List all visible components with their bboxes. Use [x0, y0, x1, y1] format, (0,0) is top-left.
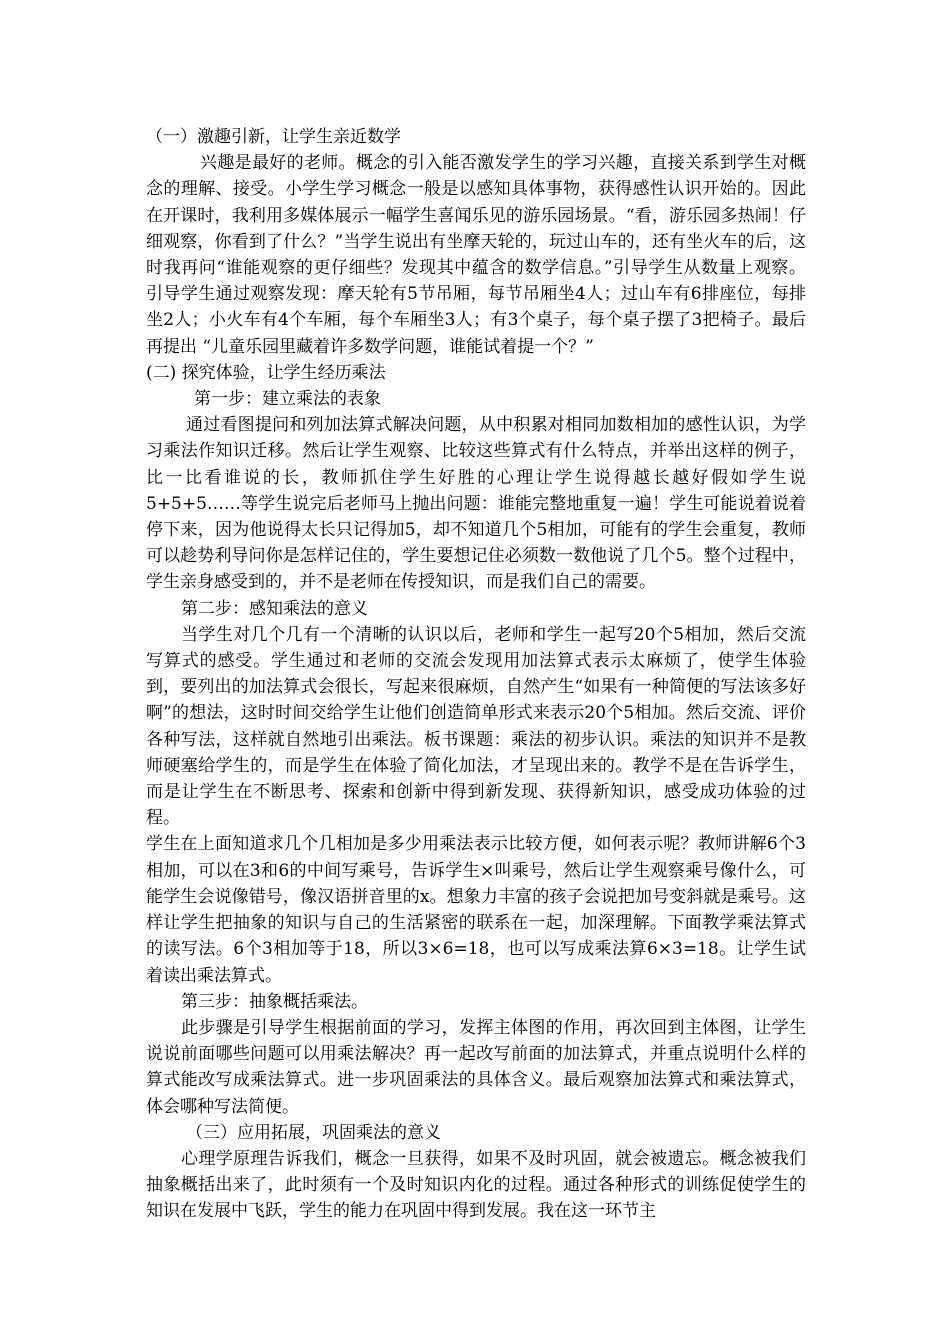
step3-paragraph: 此步骤是引导学生根据前面的学习，发挥主体图的作用，再次回到主体图，让学生说说前面哪些问题可以用乘法解决？再一起改写前面的加法算式，并重点说明什么样的算式能改写成乘法算式。进一步巩固乘法的具体含义。最后观察加法算式和乘法算式，体会哪种写法简便。: [146, 1017, 806, 1117]
section3-heading: （三）应用拓展，巩固乘法的意义: [186, 1122, 441, 1143]
section1-paragraph: 兴趣是最好的老师。概念的引入能否激发学生的学习兴趣，直接关系到学生对概念的理解、接受。小学生学习概念一般是以感知具体事物，获得感性认识开始的。因此在开课时，我利用多媒体展示一幅学生喜闻乐见的游乐园场景。“看，游乐园多热闹！仔细观察，你看到了什么？”当学生说出有坐摩天轮的，玩过山车的，还有坐火车的后，这时我再问“谁能观察的更仔细些？发现其中蕴含的数学信息。”引导学生从数量上观察。 引导学生通过观察发现：摩天轮有5节吊厢，每节吊厢坐4人；过山车有6排座位，每排坐2人；小火车有4个车厢，每个车厢坐3人；有3个桌子，每个桌子摆了3把椅子。最后再提出 “儿童乐园里藏着许多数学问题，谁能试着提一个？”: [146, 153, 806, 357]
section3-paragraph: 心理学原理告诉我们，概念一旦获得，如果不及时巩固，就会被遗忘。概念被我们抽象概括出来了，此时须有一个及时知识内化的过程。通过各种形式的训练促使学生的知识在发展中飞跃，学生的能力在巩固中得到发展。我在这一环节主: [146, 1148, 806, 1222]
step3-heading: 第三步：抽象概括乘法。: [181, 991, 368, 1012]
section1-heading: （一）激趣引新，让学生亲近数学: [146, 127, 401, 147]
step2-paragraph: 当学生对几个几有一个清晰的认识以后，老师和学生一起写20个5相加，然后交流写算式的感受。学生通过和老师的交流会发现用加法算式表示太麻烦了，使学生体验到，要列出的加法算式会很长，写起来很麻烦，自然产生“如果有一种简便的写法该多好啊”的想法，这时时间交给学生让他们创造简单形式来表示20个5相加。然后交流、评价各种写法，这样就自然地引出乘法。板书课题：乘法的初步认识。乘法的知识并不是教师硬塞给学生的，而是学生在体验了简化加法，才呈现出来的。教学不是在告诉学生，而是让学生在不断思考、探索和创新中得到新发现、获得新知识，感受成功体验的过程。: [146, 624, 806, 829]
section2-heading: (二) 探究体验，让学生经历乘法: [146, 362, 386, 383]
step1-paragraph: 通过看图提问和列加法算式解决问题，从中积累对相同加数相加的感性认识，为学习乘法作知识迁移。然后让学生观察、比较这些算式有什么特点，并举出这样的例子，比一比看谁说的长，教师抓住学生好胜的心理让学生说得越长越好假如学生说5+5+5……等学生说完后老师马上抛出问题：谁能完整地重复一遍！学生可能说着说着停下来，因为他说得太长只记得加5，却不知道几个5相加，可能有的学生会重复，教师可以趁势利导问你是怎样记住的，学生要想记住必须数一数他说了几个5。整个过程中，学生亲身感受到的，并不是老师在传授知识，而是我们自己的需要。: [146, 415, 806, 593]
step2-heading: 第二步：感知乘法的意义: [181, 598, 368, 619]
document-body: [146, 124, 806, 1225]
step1-heading: 第一步：建立乘法的表象: [194, 389, 381, 410]
step2-paragraph-continued: 学生在上面知道求几个几相加是多少用乘法表示比较方便，如何表示呢？教师讲解6个3相加，可以在3和6的中间写乘号，告诉学生×叫乘号，然后让学生观察乘号像什么，可能学生会说像错号，像汉语拼音里的x。想象力丰富的孩子会说把加号变斜就是乘号。这样让学生把抽象的知识与自己的生活紧密的联系在一起，加深理解。下面教学乘法算式的读写法。6个3相加等于18，所以3×6=18，也可以写成乘法算6×3=18。让学生试着读出乘法算式。: [146, 834, 806, 986]
